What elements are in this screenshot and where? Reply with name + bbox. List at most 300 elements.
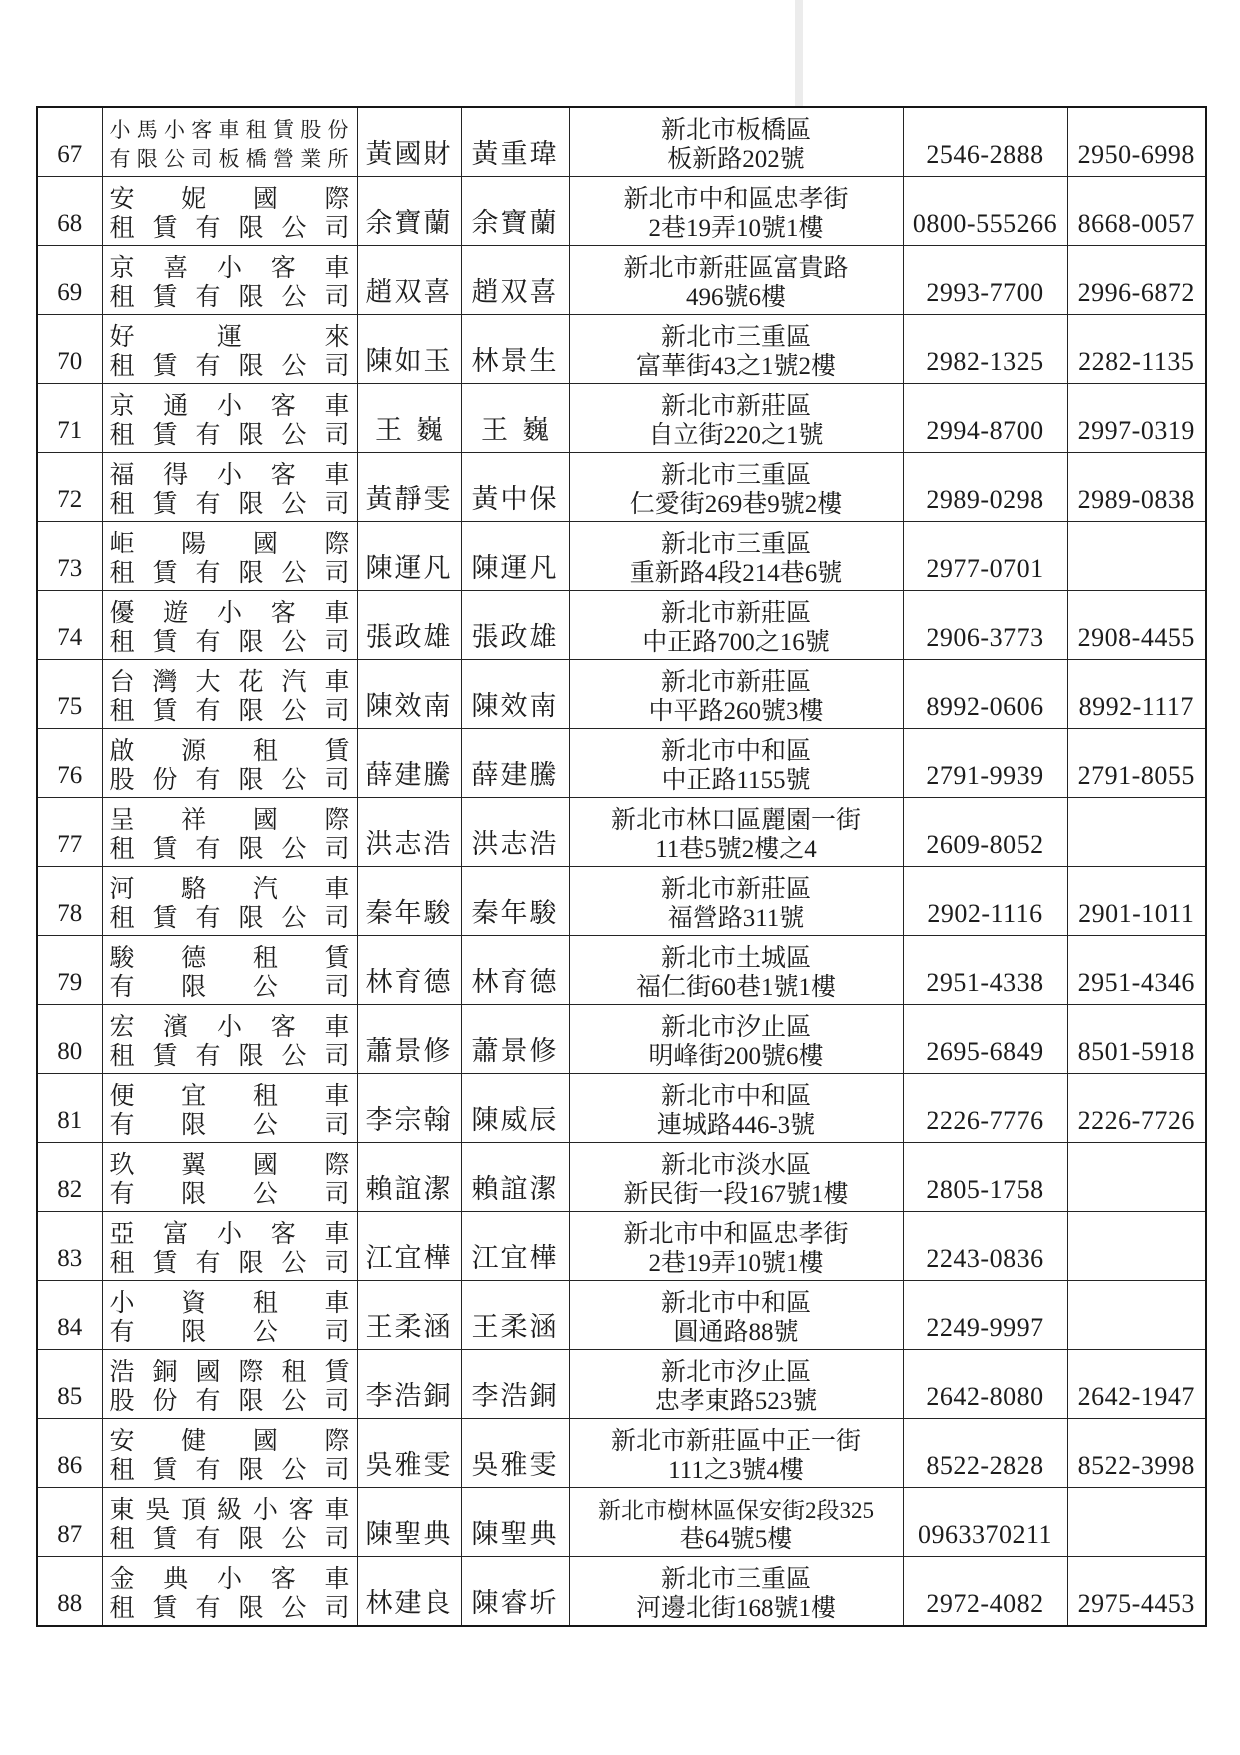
phone1-cell (903, 246, 1067, 315)
address-line: 新北市中和區 (660, 1289, 811, 1317)
phone1-number: 2972-4082 (926, 1589, 1044, 1618)
phone1-number: 2249-9997 (926, 1312, 1044, 1342)
table-row (37, 1073, 1206, 1142)
company-name-line: 租賃有限公司 (109, 284, 350, 311)
address-line: 中平路260號3樓 (648, 697, 824, 725)
row-number-cell (37, 866, 102, 935)
company-name-line: 駿德租賃 (109, 944, 350, 972)
row-number-cell (37, 177, 102, 246)
representative2-cell (461, 590, 569, 659)
representative-cell (357, 246, 461, 315)
phone2-cell (1067, 452, 1206, 521)
phone1-number: 8992-0606 (926, 691, 1044, 721)
row-number: 84 (57, 1313, 83, 1341)
address-line: 重新路4段214巷6號 (629, 559, 843, 587)
company-name-line: 租賃有限公司 (109, 421, 350, 449)
representative-cell (357, 935, 461, 1004)
phone2-cell (1067, 1004, 1206, 1073)
company-name-line: 岠陽國際 (109, 530, 350, 558)
phone1-number: 0800-555266 (912, 209, 1058, 239)
representative2-name: 黃重瑋 (471, 139, 559, 170)
row-number: 87 (57, 1520, 83, 1548)
address-line: 新北市汐止區 (660, 1358, 811, 1386)
representative2-cell (461, 1004, 569, 1073)
company-name-line: 租賃有限公司 (109, 628, 350, 656)
row-number-cell (37, 935, 102, 1004)
row-number-cell (37, 1142, 102, 1211)
phone1-cell (903, 107, 1067, 177)
phone2-cell (1067, 1211, 1206, 1280)
company-name-line: 租賃有限公司 (109, 215, 350, 243)
company-name-line: 好運來 (109, 323, 350, 351)
phone2-cell (1067, 521, 1206, 590)
phone2-number: 2226-7726 (1077, 1105, 1195, 1135)
phone2-cell (1067, 383, 1206, 452)
company-name-line: 宏濱小客車 (109, 1013, 350, 1041)
row-number-cell (37, 107, 102, 177)
company-name (103, 321, 357, 383)
table-row (37, 1418, 1206, 1487)
company-name-cell (102, 797, 357, 866)
company-name (103, 1356, 357, 1418)
representative-cell (357, 452, 461, 521)
row-number-cell (37, 728, 102, 797)
representative-name: 賴誼潔 (365, 1173, 453, 1204)
company-name-cell (102, 590, 357, 659)
company-name-cell (102, 1142, 357, 1211)
table-body (37, 107, 1206, 1626)
address-line: 新北市新莊區 (660, 668, 811, 696)
phone1-number: 2609-8052 (926, 829, 1044, 859)
representative-cell (357, 659, 461, 728)
row-number: 83 (57, 1244, 83, 1272)
address-line: 新北市新莊區 (660, 599, 811, 627)
row-number: 76 (57, 761, 83, 789)
address (570, 528, 903, 590)
representative-cell (357, 107, 461, 177)
address-line: 新北市中和區 (660, 737, 811, 765)
representative-cell (357, 866, 461, 935)
company-name-line: 股份有限公司 (109, 1387, 350, 1415)
phone2-number: 2282-1135 (1078, 346, 1195, 376)
representative-name: 王柔涵 (365, 1311, 453, 1342)
address-line: 2巷19弄10號1樓 (648, 1249, 824, 1277)
address (570, 1011, 903, 1073)
table-row (37, 315, 1206, 384)
company-name-line: 租賃有限公司 (109, 1525, 350, 1553)
address-line: 板新路202號 (667, 146, 805, 174)
row-number: 75 (57, 692, 83, 720)
phone1-cell (903, 797, 1067, 866)
phone2-cell (1067, 1349, 1206, 1418)
representative-cell (357, 1211, 461, 1280)
phone2-cell (1067, 315, 1206, 384)
address-line: 富華街43之1號2樓 (635, 352, 836, 380)
phone2-number (1068, 1204, 1206, 1211)
company-name-cell (102, 866, 357, 935)
address-line: 明峰街200號6樓 (648, 1042, 824, 1070)
table-row (37, 1487, 1206, 1556)
phone2-cell (1067, 107, 1206, 177)
phone1-cell (903, 1349, 1067, 1418)
company-name-cell (102, 452, 357, 521)
phone1-number: 2226-7776 (926, 1105, 1044, 1135)
phone1-number: 2791-9939 (926, 760, 1044, 790)
table-row (37, 866, 1206, 935)
company-name-cell (102, 521, 357, 590)
company-name (103, 1218, 357, 1280)
company-name-line: 租賃有限公司 (109, 904, 350, 932)
representative2-name: 李浩銅 (471, 1380, 559, 1411)
company-name-line: 金典小客車 (109, 1566, 350, 1593)
company-name-cell (102, 1073, 357, 1142)
phone1-cell (903, 590, 1067, 659)
address (570, 1563, 903, 1625)
phone2-cell (1067, 935, 1206, 1004)
table-row (37, 659, 1206, 728)
company-name-line: 租賃有限公司 (109, 835, 350, 863)
phone2-number: 2996-6872 (1077, 278, 1195, 307)
representative-name: 陳如玉 (365, 345, 453, 376)
representative2-cell (461, 935, 569, 1004)
representative-cell (357, 1487, 461, 1556)
representative2-name: 蕭景修 (471, 1035, 559, 1066)
address-line: 新北市中和區忠孝街 (623, 186, 849, 214)
address-line: 河邊北街168號1樓 (635, 1595, 836, 1622)
phone2-number: 2989-0838 (1077, 484, 1195, 514)
address-cell (569, 1142, 903, 1211)
table-row (37, 1556, 1206, 1626)
representative2-name: 秦年駿 (471, 897, 559, 928)
phone1-number: 2243-0836 (926, 1243, 1044, 1273)
representative-cell (357, 797, 461, 866)
row-number: 77 (57, 830, 83, 858)
representative2-cell (461, 107, 569, 177)
table-row (37, 1349, 1206, 1418)
representative2-name: 薛建騰 (471, 759, 559, 790)
phone2-number (1068, 583, 1206, 590)
row-number: 70 (57, 347, 83, 375)
row-number-cell (37, 1280, 102, 1349)
address-line: 新北市三重區 (660, 323, 811, 351)
company-name (103, 459, 357, 521)
representative2-cell (461, 1349, 569, 1418)
address-line: 新北市新莊區 (660, 875, 811, 903)
representative-name: 張政雄 (365, 621, 453, 652)
phone1-number: 2951-4338 (926, 967, 1044, 997)
phone2-cell (1067, 659, 1206, 728)
representative-name: 洪志浩 (365, 828, 453, 859)
representative2-cell (461, 1487, 569, 1556)
company-name-cell (102, 1004, 357, 1073)
phone1-number: 8522-2828 (926, 1450, 1044, 1480)
company-name-line: 優遊小客車 (109, 599, 350, 627)
row-number-cell (37, 1418, 102, 1487)
company-name-line: 租賃有限公司 (109, 1595, 350, 1622)
company-name-line: 有限公司板橋營業所 (109, 147, 350, 172)
row-number: 85 (57, 1382, 83, 1410)
address-cell (569, 1418, 903, 1487)
address-line: 新北市樹林區保安街2段325 (598, 1497, 874, 1523)
table-row (37, 177, 1206, 246)
table-row (37, 1004, 1206, 1073)
address-cell (569, 1073, 903, 1142)
phone2-cell (1067, 1418, 1206, 1487)
company-name-cell (102, 1556, 357, 1626)
phone1-cell (903, 1556, 1067, 1626)
representative2-name: 黃中保 (471, 483, 559, 514)
address (570, 597, 903, 659)
phone1-cell (903, 1418, 1067, 1487)
address-line: 2巷19弄10號1樓 (648, 215, 824, 243)
address-line: 連城路446-3號 (656, 1111, 816, 1139)
representative-cell (357, 1556, 461, 1626)
representative-name: 王巍 (375, 414, 457, 445)
company-name-cell (102, 383, 357, 452)
address (570, 1218, 903, 1280)
company-name-cell (102, 1418, 357, 1487)
address-line: 新民街一段167號1樓 (623, 1180, 849, 1208)
row-number: 82 (57, 1175, 83, 1203)
address-cell (569, 107, 903, 177)
company-name-cell (102, 935, 357, 1004)
representative-name: 余寶蘭 (365, 208, 453, 239)
row-number-cell (37, 1349, 102, 1418)
representative2-name: 陳聖典 (471, 1518, 559, 1549)
company-name-line: 租賃有限公司 (109, 1249, 350, 1277)
row-number-cell (37, 452, 102, 521)
phone1-cell (903, 1073, 1067, 1142)
representative2-name: 吳雅雯 (471, 1449, 559, 1480)
address-cell (569, 659, 903, 728)
company-name (103, 183, 357, 245)
company-name-line: 有限公司 (109, 973, 350, 1001)
address-cell (569, 246, 903, 315)
row-number-cell (37, 315, 102, 384)
phone2-number: 8668-0057 (1077, 209, 1195, 239)
address (570, 183, 903, 245)
representative2-cell (461, 1073, 569, 1142)
row-number: 74 (57, 623, 83, 651)
address-line: 忠孝東路523號 (654, 1387, 818, 1415)
address-line: 巷64號5樓 (679, 1525, 793, 1553)
phone1-cell (903, 1142, 1067, 1211)
representative2-cell (461, 383, 569, 452)
address-line: 新北市土城區 (660, 944, 811, 972)
row-number: 67 (57, 141, 83, 169)
company-name-line: 台灣大花汽車 (109, 668, 350, 696)
company-name (103, 942, 357, 1004)
company-name (103, 390, 357, 452)
phone2-number: 2642-1947 (1077, 1381, 1195, 1411)
row-number: 69 (57, 279, 83, 306)
table-row (37, 521, 1206, 590)
representative-name: 李宗翰 (365, 1104, 453, 1135)
row-number-cell (37, 521, 102, 590)
phone2-cell (1067, 246, 1206, 315)
table-row (37, 1280, 1206, 1349)
address-cell (569, 728, 903, 797)
address (570, 252, 903, 314)
row-number: 73 (57, 554, 83, 582)
company-name-line: 安健國際 (109, 1427, 350, 1455)
phone1-number: 2982-1325 (926, 346, 1044, 376)
company-name-cell (102, 315, 357, 384)
company-name-line: 安妮國際 (109, 186, 350, 214)
representative2-cell (461, 1142, 569, 1211)
table-row (37, 246, 1206, 315)
representative2-name: 林景生 (471, 345, 559, 376)
phone1-number: 2977-0701 (926, 553, 1044, 583)
address-cell (569, 590, 903, 659)
row-number-cell (37, 246, 102, 315)
representative2-name: 洪志浩 (471, 828, 559, 859)
address-line: 新北市新莊區富貴路 (623, 255, 849, 282)
row-number: 72 (57, 485, 83, 513)
company-name (103, 666, 357, 728)
representative2-cell (461, 797, 569, 866)
company-name (103, 735, 357, 797)
address-line: 新北市板橋區 (660, 117, 811, 145)
representative-cell (357, 315, 461, 384)
representative-cell (357, 1280, 461, 1349)
phone2-number: 2997-0319 (1077, 415, 1195, 445)
company-name-cell (102, 107, 357, 177)
representative2-cell (461, 1418, 569, 1487)
phone2-cell (1067, 1073, 1206, 1142)
address-line: 新北市汐止區 (660, 1013, 811, 1041)
representative2-name: 林育德 (471, 966, 559, 997)
address-line: 福仁街60巷1號1樓 (635, 973, 836, 1001)
row-number-cell (37, 1487, 102, 1556)
company-name-line: 啟源租賃 (109, 737, 350, 765)
address-line: 自立街220之1號 (648, 421, 824, 449)
representative2-cell (461, 866, 569, 935)
phone2-number (1068, 1549, 1206, 1556)
phone2-cell (1067, 797, 1206, 866)
company-name-line: 浩銅國際租賃 (109, 1358, 350, 1386)
phone1-cell (903, 728, 1067, 797)
representative2-cell (461, 521, 569, 590)
row-number: 79 (57, 968, 83, 996)
address-cell (569, 177, 903, 246)
address-cell (569, 1487, 903, 1556)
address-line: 新北市林口區麗園一街 (610, 806, 861, 834)
representative-name: 黃靜雯 (365, 483, 453, 514)
table-row (37, 107, 1206, 177)
company-name-line: 呈祥國際 (109, 806, 350, 834)
phone1-cell (903, 315, 1067, 384)
address-cell (569, 1211, 903, 1280)
phone2-number: 2950-6998 (1077, 140, 1195, 170)
address-line: 新北市淡水區 (660, 1151, 811, 1179)
row-number-cell (37, 1211, 102, 1280)
representative-cell (357, 521, 461, 590)
representative-name: 李浩銅 (365, 1380, 453, 1411)
company-name-cell (102, 1211, 357, 1280)
company-name-cell (102, 1349, 357, 1418)
address (570, 873, 903, 935)
company-name (103, 252, 357, 314)
representative-name: 陳聖典 (365, 1518, 453, 1549)
phone1-number: 2906-3773 (926, 622, 1044, 652)
representative2-name: 趙双喜 (471, 277, 559, 307)
representative2-cell (461, 315, 569, 384)
phone2-cell (1067, 866, 1206, 935)
company-name-line: 租賃有限公司 (109, 1456, 350, 1484)
row-number-cell (37, 1004, 102, 1073)
phone2-cell (1067, 177, 1206, 246)
row-number-cell (37, 1073, 102, 1142)
address-cell (569, 935, 903, 1004)
row-number: 80 (57, 1037, 83, 1065)
company-name-line: 租賃有限公司 (109, 490, 350, 518)
representative2-cell (461, 1211, 569, 1280)
representative-name: 林育德 (365, 966, 453, 997)
representative-cell (357, 1349, 461, 1418)
phone1-number: 2805-1758 (926, 1174, 1044, 1204)
table-row (37, 590, 1206, 659)
company-name-line: 京喜小客車 (109, 255, 350, 282)
phone1-cell (903, 935, 1067, 1004)
company-name-line: 租賃有限公司 (109, 1042, 350, 1070)
phone1-number: 0963370211 (917, 1519, 1053, 1549)
company-name (103, 1080, 357, 1142)
phone1-number: 2902-1116 (927, 898, 1043, 928)
address-cell (569, 315, 903, 384)
company-name (103, 1494, 357, 1556)
representative2-name: 陳運凡 (471, 552, 559, 583)
company-name (103, 1149, 357, 1211)
row-number-cell (37, 797, 102, 866)
representative-name: 薛建騰 (365, 759, 453, 790)
address-line: 中正路700之16號 (642, 628, 830, 656)
company-name-line: 亞富小客車 (109, 1220, 350, 1248)
company-name-line: 租賃有限公司 (109, 352, 350, 380)
table-row (37, 1211, 1206, 1280)
table-row (37, 797, 1206, 866)
company-name-cell (102, 728, 357, 797)
company-name-cell (102, 1487, 357, 1556)
row-number-cell (37, 659, 102, 728)
row-number: 78 (57, 899, 83, 927)
table-row (37, 728, 1206, 797)
row-number: 81 (57, 1106, 83, 1134)
representative-cell (357, 1073, 461, 1142)
phone1-cell (903, 1280, 1067, 1349)
representative2-name: 張政雄 (471, 621, 559, 652)
address-line: 新北市三重區 (660, 530, 811, 558)
address (570, 1080, 903, 1142)
representative2-name: 陳威辰 (471, 1104, 559, 1135)
company-name-cell (102, 177, 357, 246)
representative-cell (357, 1418, 461, 1487)
representative-cell (357, 177, 461, 246)
company-name-line: 有限公司 (109, 1318, 350, 1346)
address-line: 福營路311號 (667, 904, 805, 932)
representative2-cell (461, 246, 569, 315)
representative2-name: 江宜樺 (471, 1242, 559, 1273)
address-line: 新北市中和區忠孝街 (623, 1220, 849, 1248)
company-name-line: 小資租車 (109, 1289, 350, 1317)
phone1-number: 2993-7700 (926, 278, 1044, 307)
phone2-number: 8501-5918 (1077, 1036, 1195, 1066)
phone2-number: 8992-1117 (1078, 691, 1194, 721)
phone1-cell (903, 659, 1067, 728)
company-name-line: 河駱汽車 (109, 875, 350, 903)
company-name-line: 福得小客車 (109, 461, 350, 489)
representative-name: 黃國財 (365, 139, 453, 170)
